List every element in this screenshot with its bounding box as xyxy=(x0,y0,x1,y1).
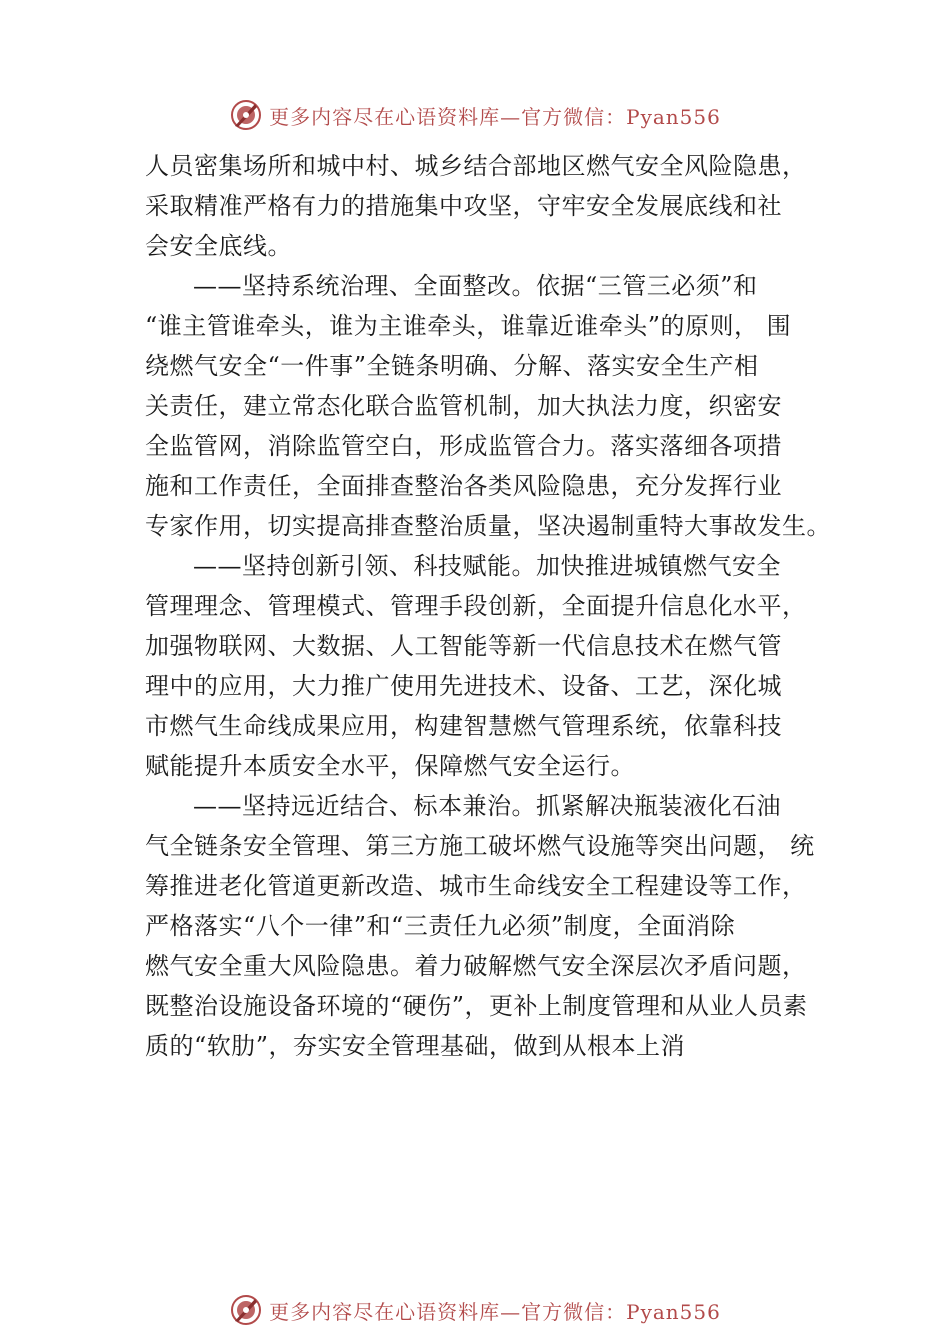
text-line: 采取精准严格有力的措施集中攻坚，守牢安全发展底线和社 xyxy=(145,192,782,220)
text-line: 全监管网，消除监管空白，形成监管合力。落实落细各项措 xyxy=(145,432,782,460)
banner-text: 更多内容尽在心语资料库—官方微信：Pyan556 xyxy=(269,1299,721,1324)
text-line: 既整治设施设备环境的“硬伤”，更补上制度管理和从业人员素 xyxy=(145,992,808,1020)
text-line: 专家作用，切实提高排查整治质量，坚决遏制重特大事故发生。 xyxy=(145,512,831,540)
text-line: 绕燃气安全“一件事”全链条明确、分解、落实安全生产相 xyxy=(145,352,759,380)
quill-logo-icon xyxy=(229,1293,263,1327)
text-line: 关责任，建立常态化联合监管机制，加大执法力度，织密安 xyxy=(145,392,782,420)
text-line: 气全链条安全管理、第三方施工破坏燃气设施等突出问题， 统 xyxy=(145,832,815,860)
text-line: 理中的应用，大力推广使用先进技术、设备、工艺，深化城 xyxy=(145,672,782,700)
text-line: 施和工作责任，全面排查整治各类风险隐患，充分发挥行业 xyxy=(145,472,782,500)
text-line: 加强物联网、大数据、人工智能等新一代信息技术在燃气管 xyxy=(145,632,782,660)
text-line: “谁主管谁牵头，谁为主谁牵头，谁靠近谁牵头”的原则， 围 xyxy=(145,312,792,340)
footer-banner xyxy=(0,1290,950,1330)
text-line: 管理理念、管理模式、管理手段创新，全面提升信息化水平， xyxy=(145,592,807,620)
header-banner xyxy=(0,95,950,135)
text-line: 筹推进老化管道更新改造、城市生命线安全工程建设等工作， xyxy=(145,872,807,900)
paragraph-start-line: ——坚持远近结合、标本兼治。抓紧解决瓶装液化石油 xyxy=(193,792,781,820)
text-line: 会安全底线。 xyxy=(145,232,292,260)
paragraph-start-line: ——坚持系统治理、全面整改。依据“三管三必须”和 xyxy=(193,272,758,300)
text-line: 燃气安全重大风险隐患。着力破解燃气安全深层次矛盾问题， xyxy=(145,952,807,980)
text-line: 市燃气生命线成果应用，构建智慧燃气管理系统，依靠科技 xyxy=(145,712,782,740)
banner-text: 更多内容尽在心语资料库—官方微信：Pyan556 xyxy=(269,104,721,129)
text-line: 人员密集场所和城中村、城乡结合部地区燃气安全风险隐患， xyxy=(145,152,807,180)
text-line: 赋能提升本质安全水平，保障燃气安全运行。 xyxy=(145,752,635,780)
text-line: 质的“软肋”，夯实安全管理基础，做到从根本上消 xyxy=(145,1032,686,1060)
text-line: 严格落实“八个一律”和“三责任九必须”制度，全面消除 xyxy=(145,912,736,940)
document-body xyxy=(145,146,835,1066)
quill-logo-icon xyxy=(229,98,263,132)
paragraph-start-line: ——坚持创新引领、科技赋能。加快推进城镇燃气安全 xyxy=(193,552,781,580)
